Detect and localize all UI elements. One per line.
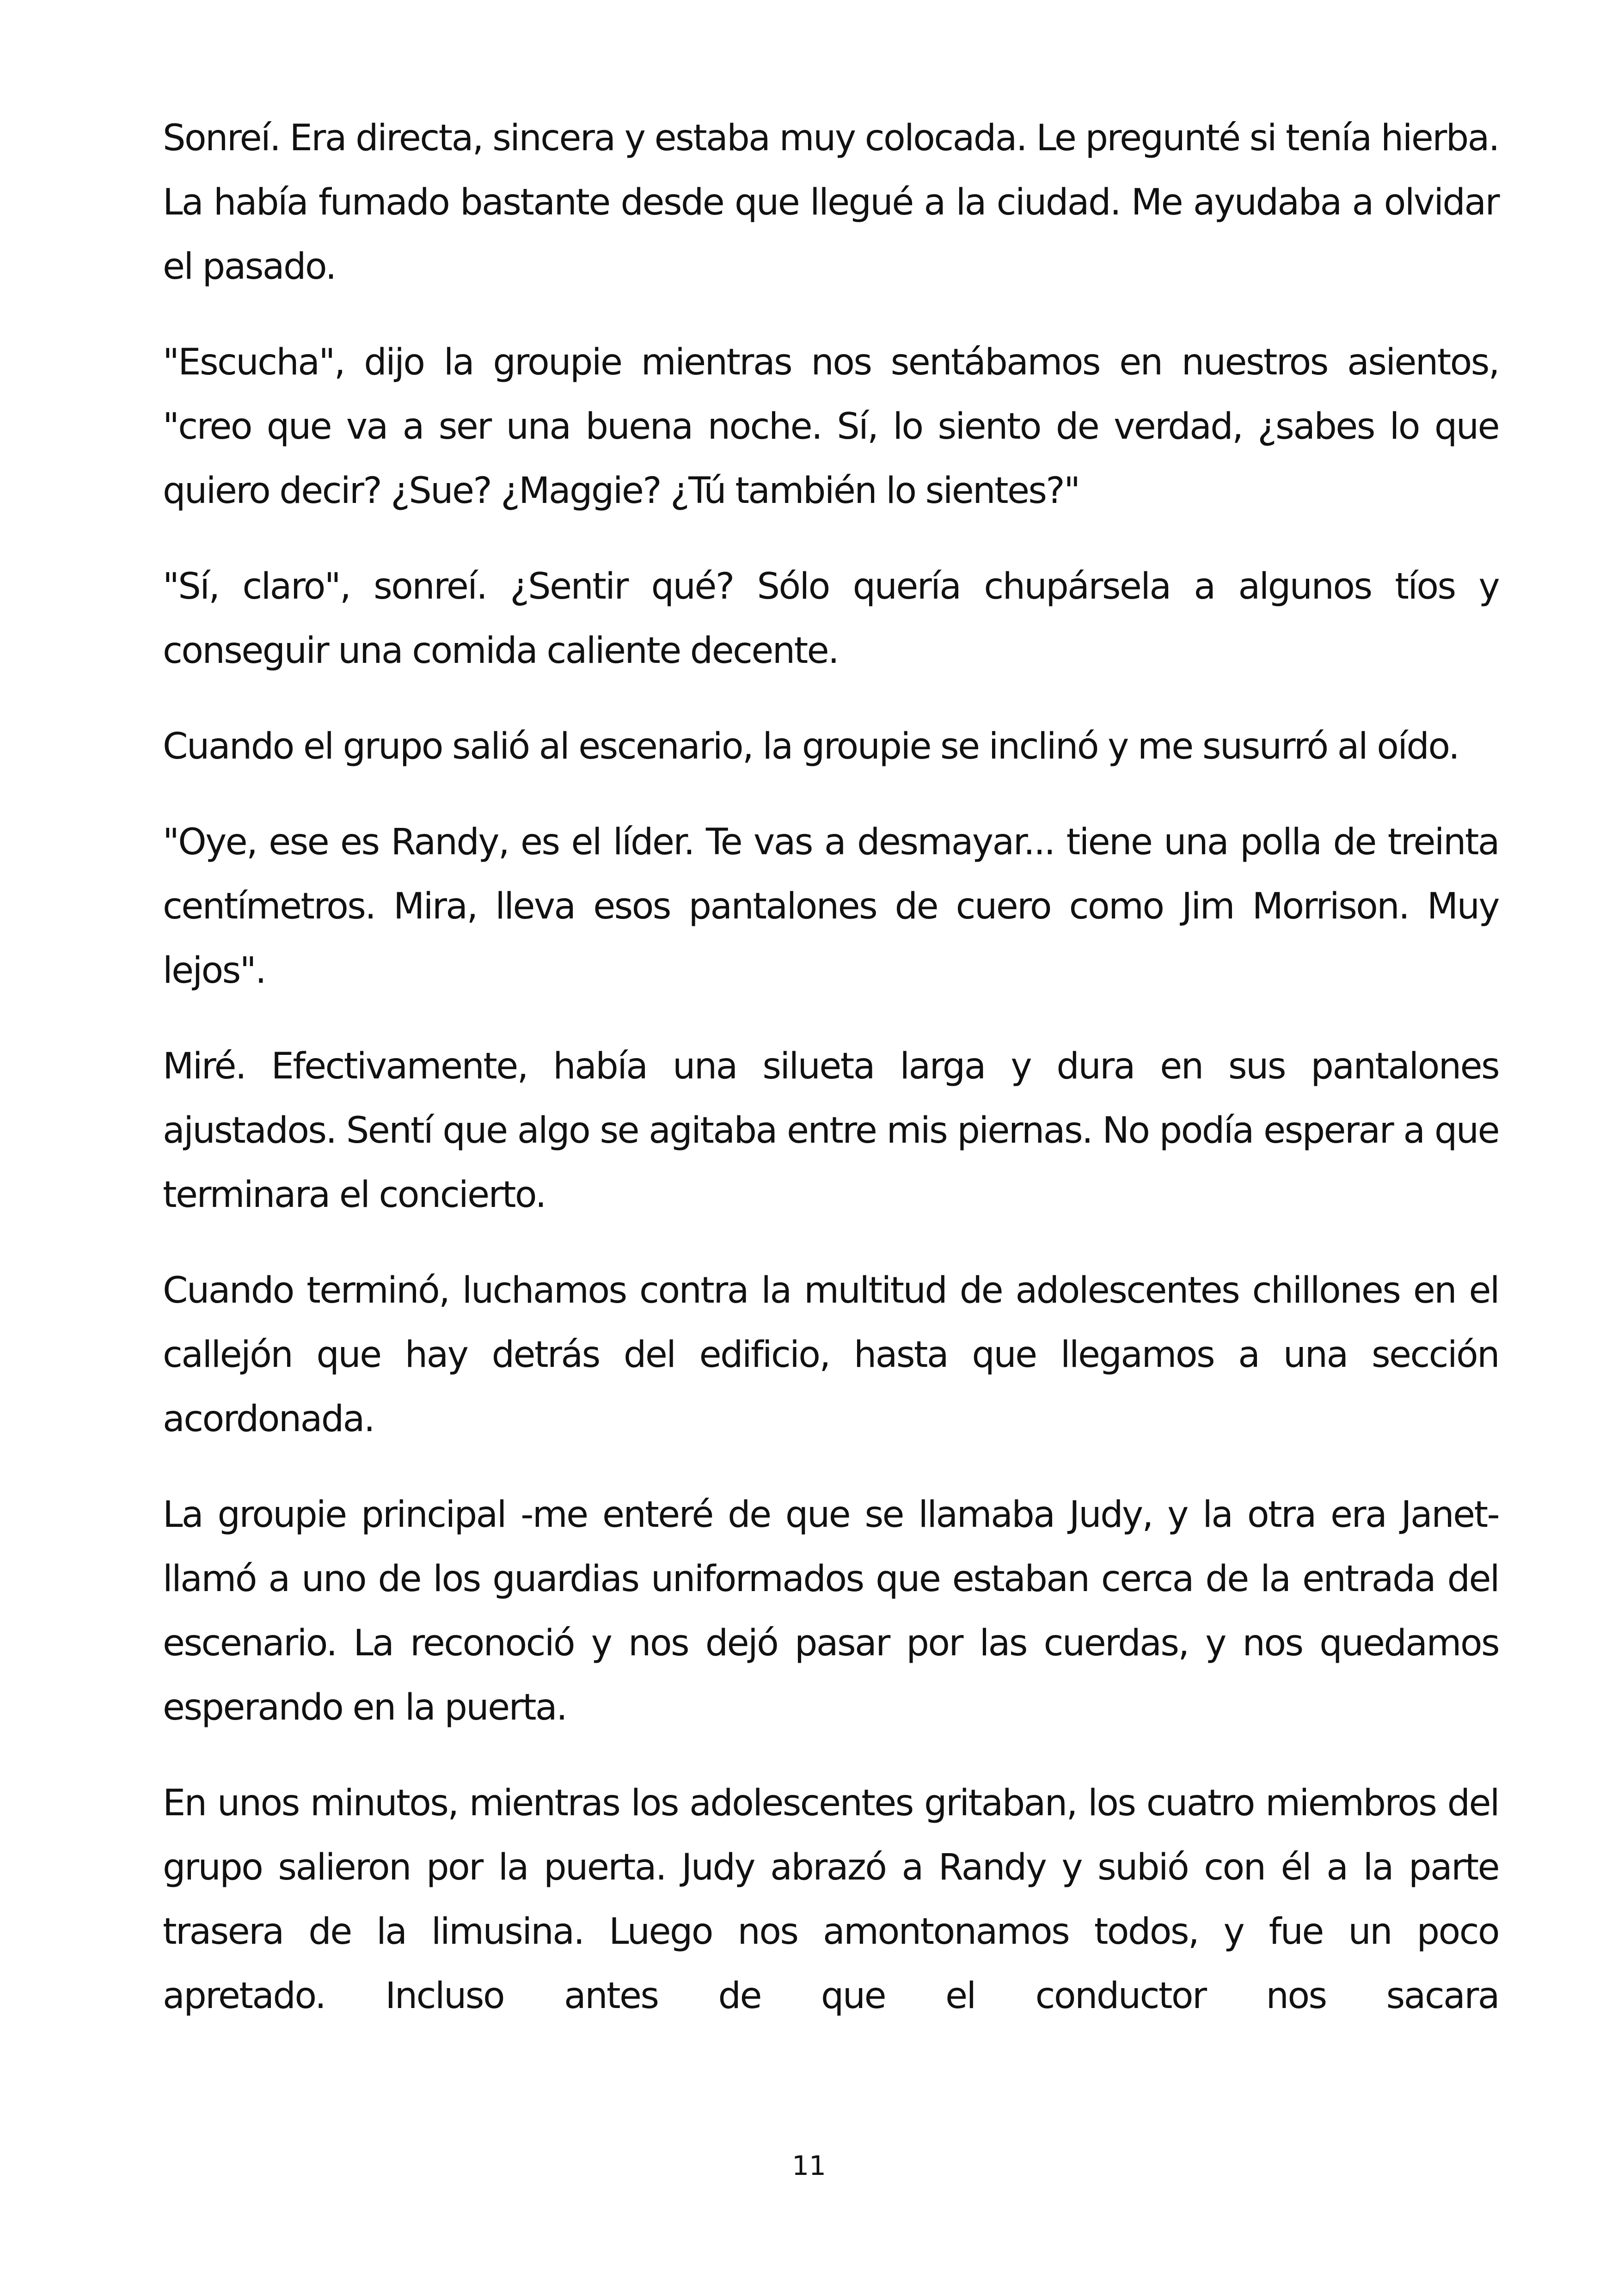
paragraph-4: Cuando el grupo salió al escenario, la groupie se inclinó y me susurró al oído. bbox=[163, 726, 1459, 767]
page-number: 11 bbox=[792, 2150, 826, 2181]
paragraph-2: "Escucha", dijo la groupie mientras nos sentábamos en nuestros asientos, "creo que va a ser una buena noche. Sí, lo siento de verdad, ¿sabes lo que quiero decir? ¿Sue? ¿Maggie? ¿Tú también lo sientes?" bbox=[163, 342, 1499, 512]
paragraph-6: Miré. Efectivamente, había una silueta larga y dura en sus pantalones ajustados. Sentí que algo se agitaba entre mis piernas. No podía esperar a que terminara el concierto. bbox=[163, 1046, 1499, 1216]
paragraph-5: "Oye, ese es Randy, es el líder. Te vas a desmayar... tiene una polla de treinta centímetros. Mira, lleva esos pantalones de cuero como Jim Morrison. Muy lejos". bbox=[163, 821, 1499, 992]
paragraph-9: En unos minutos, mientras los adolescentes gritaban, los cuatro miembros del grupo salieron por la puerta. Judy abrazó a Randy y subió con él a la parte trasera de la limusina. Luego nos amontonamos todos, y fue un poco apretado. Incluso antes de que el conductor nos sacara bbox=[163, 1782, 1499, 2017]
paragraph-3: "Sí, claro", sonreí. ¿Sentir qué? Sólo quería chupársela a algunos tíos y conseguir una comida caliente decente. bbox=[163, 566, 1499, 672]
paragraph-8: La groupie principal -me enteré de que se llamaba Judy, y la otra era Janet- llamó a uno de los guardias uniformados que estaban cerca de la entrada del escenario. La reconoció y nos dejó pasar por las cuerdas, y nos quedamos esperando en la puerta. bbox=[163, 1494, 1499, 1728]
paragraph-1: Sonreí. Era directa, sincera y estaba muy colocada. Le pregunté si tenía hierba. La había fumado bastante desde que llegué a la ciudad. Me ayudaba a olvidar el pasado. bbox=[163, 117, 1499, 288]
paragraph-7: Cuando terminó, luchamos contra la multitud de adolescentes chillones en el callejón que hay detrás del edificio, hasta que llegamos a una sección acordonada. bbox=[163, 1270, 1499, 1440]
body-text bbox=[163, 106, 1499, 2028]
